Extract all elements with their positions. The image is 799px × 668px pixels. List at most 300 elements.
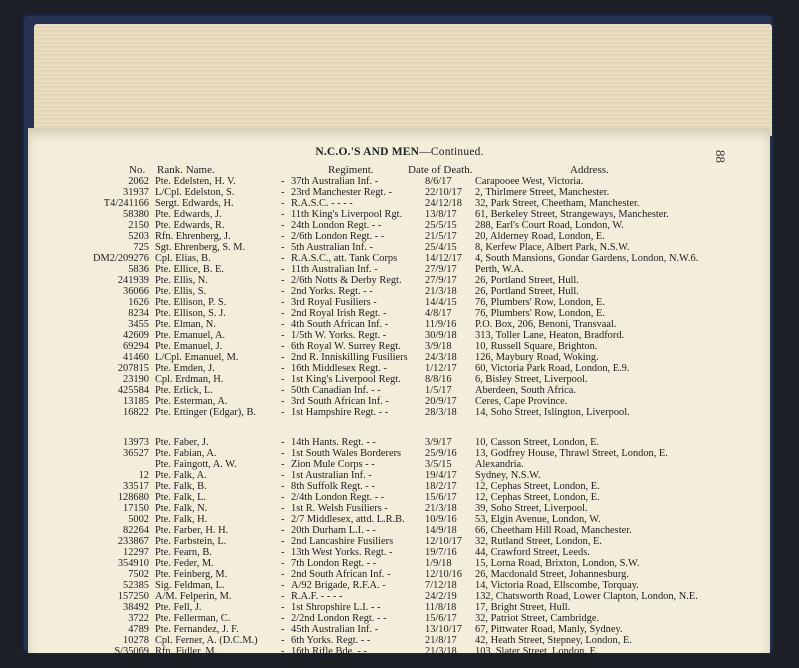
table-row — [0, 514, 799, 525]
service-number: 82264 — [123, 525, 149, 536]
table-row — [0, 264, 799, 275]
date-of-death: 21/5/17 — [425, 231, 457, 242]
regiment: R.A.F. - - - - — [291, 591, 343, 602]
address: 8, Kerfew Place, Albert Park, N.S.W. — [475, 242, 630, 253]
regiment: 24th London Regt. - - — [291, 220, 382, 231]
rank-name: Sig. Feldman, L. — [155, 580, 225, 591]
address: 132, Chatsworth Road, Lower Clapton, London, N.E. — [475, 591, 698, 602]
leader-dash: - — [281, 547, 285, 558]
regiment: 2nd Royal Irish Regt. - — [291, 308, 387, 319]
rank-name: Pte. Fell, J. — [155, 602, 202, 613]
table-row — [0, 602, 799, 613]
date-of-death: 19/7/16 — [425, 547, 457, 558]
regiment: 4th South African Inf. - — [291, 319, 389, 330]
service-number: 12 — [138, 470, 149, 481]
date-of-death: 2/9/18 — [425, 657, 452, 668]
regiment: 8th Suffolk Regt. - - — [291, 481, 375, 492]
address: Carapooee West, Victoria. — [475, 176, 584, 187]
regiment: 11th Australian Inf. - — [291, 264, 378, 275]
table-row — [0, 437, 799, 448]
date-of-death: 4/8/17 — [425, 308, 452, 319]
service-number: 233867 — [117, 536, 149, 547]
date-of-death: 1/12/17 — [425, 363, 457, 374]
leader-dash: - — [281, 209, 285, 220]
date-of-death: 28/3/18 — [425, 407, 457, 418]
address: 26, Portland Street, Hull. — [475, 275, 579, 286]
date-of-death: 1/5/17 — [425, 385, 452, 396]
date-of-death: 25/5/15 — [425, 220, 457, 231]
regiment: 1st Shropshire L.I. - - — [291, 602, 381, 613]
address: 12, Cephas Street, London, E. — [475, 492, 600, 503]
leader-dash: - — [281, 319, 285, 330]
table-row — [0, 363, 799, 374]
date-of-death: 3/9/18 — [425, 341, 452, 352]
rank-name: Pte. Ellison, P. S. — [155, 297, 227, 308]
service-number: T4/241166 — [103, 198, 149, 209]
rank-name: Pte. Faingott, A. W. — [155, 459, 237, 470]
date-of-death: 22/10/17 — [425, 187, 462, 198]
table-row — [0, 231, 799, 242]
leader-dash: - — [281, 657, 285, 668]
table-row — [0, 624, 799, 635]
regiment: 2/6th London Regt. - - — [291, 231, 385, 242]
regiment: 1st King's Liverpool Regt. — [291, 374, 401, 385]
column-header-rank-name: Rank. Name. — [157, 164, 215, 176]
service-number: 31937 — [123, 187, 149, 198]
regiment: 45th Australian Inf. - — [291, 624, 379, 635]
address: 10, Casson Street, London, E. — [475, 437, 600, 448]
date-of-death: 3/9/17 — [425, 437, 452, 448]
table-row — [0, 209, 799, 220]
rank-name: Cpl. Ferner, A. (D.C.M.) — [155, 635, 258, 646]
leader-dash: - — [281, 308, 285, 319]
service-number: 33517 — [123, 481, 149, 492]
service-number: 36066 — [123, 286, 149, 297]
service-number: 23190 — [123, 374, 149, 385]
address: 13, Godfrey House, Thrawl Street, London, E. — [475, 448, 668, 459]
table-row — [0, 198, 799, 209]
regiment: 1st R. Welsh Fusiliers - — [291, 503, 388, 514]
regiment: 1st South Wales Borderers — [291, 448, 402, 459]
regiment: 3rd Royal Fusiliers - — [291, 297, 377, 308]
rank-name: Sgt. Ehrenberg, S. M. — [155, 242, 246, 253]
date-of-death: 21/3/18 — [425, 286, 457, 297]
service-number: S/35069 — [114, 646, 149, 657]
table-row — [0, 503, 799, 514]
table-row — [0, 613, 799, 624]
rank-name: Pte. Ellis, S. — [155, 286, 207, 297]
rank-name: Pte. Fabian, A. — [155, 448, 217, 459]
date-of-death: 11/9/16 — [425, 319, 457, 330]
leader-dash: - — [281, 569, 285, 580]
leader-dash: - — [281, 286, 285, 297]
rank-name: Pte. Esterman, A. — [155, 396, 228, 407]
table-row — [0, 407, 799, 418]
service-number: 69294 — [123, 341, 149, 352]
table-row — [0, 176, 799, 187]
regiment: 2/4th London Regt. - - — [291, 492, 385, 503]
leader-dash: - — [281, 176, 285, 187]
table-row — [0, 646, 799, 657]
date-of-death: 1/9/18 — [425, 558, 452, 569]
leader-dash: - — [281, 525, 285, 536]
table-row — [0, 459, 799, 470]
section-gap — [0, 418, 799, 437]
leader-dash: - — [281, 374, 285, 385]
rank-name: Pte. Edelsten, H. V. — [155, 176, 236, 187]
column-header-address: Address. — [570, 164, 609, 176]
regiment: 7th London Regt. - - — [291, 558, 377, 569]
leader-dash: - — [281, 220, 285, 231]
address: 15, Lorna Road, Brixton, London, S.W. — [475, 558, 640, 569]
leader-dash: - — [281, 536, 285, 547]
address: Ceres, Cape Province. — [475, 396, 568, 407]
date-of-death: 24/3/18 — [425, 352, 457, 363]
rank-name: Pte. Ellice, B. E. — [155, 264, 224, 275]
table-row — [0, 253, 799, 264]
service-number: 10278 — [123, 635, 149, 646]
table-row — [0, 330, 799, 341]
table-row — [0, 591, 799, 602]
leader-dash: - — [281, 613, 285, 624]
service-number: 3455 — [128, 319, 149, 330]
leader-dash: - — [281, 253, 285, 264]
rank-name: Pte. Falk, N. — [155, 503, 208, 514]
rank-name: Pte. Field, M. — [155, 657, 212, 668]
date-of-death: 8/8/16 — [425, 374, 452, 385]
address: Alexandria. — [475, 459, 524, 470]
roll-of-honour-list — [0, 176, 799, 668]
regiment: 50th Canadian Inf. - - — [291, 385, 381, 396]
leader-dash: - — [281, 624, 285, 635]
address: 103, Slater Street, London, E. — [475, 646, 599, 657]
address: 61, Berkeley Street, Strangeways, Manchester. — [475, 209, 669, 220]
service-number: 17150 — [123, 503, 149, 514]
address: 66, Cheetham Hill Road, Manchester. — [475, 525, 632, 536]
page-number: 88 — [713, 150, 728, 163]
date-of-death: 14/4/15 — [425, 297, 457, 308]
address: 10, Russell Square, Brighton. — [475, 341, 598, 352]
leader-dash: - — [281, 275, 285, 286]
address: 76, Plumbers' Row, London, E. — [475, 308, 605, 319]
service-number: 58380 — [123, 209, 149, 220]
regiment: 1st Australian Inf. - — [291, 470, 372, 481]
leader-dash: - — [281, 514, 285, 525]
rank-name: L/Cpl. Edelston, S. — [155, 187, 235, 198]
rank-name: Pte. Farbstein, L. — [155, 536, 227, 547]
table-row — [0, 374, 799, 385]
rank-name: Pte. Faber, J. — [155, 437, 209, 448]
regiment: Zion Mule Corps - - — [291, 459, 375, 470]
rank-name: Pte. Emanuel, J. — [155, 341, 223, 352]
leader-dash: - — [281, 187, 285, 198]
leader-dash: - — [281, 459, 285, 470]
service-number: DM2/209276 — [93, 253, 149, 264]
address: 26, Macdonald Street, Johannesburg. — [475, 569, 629, 580]
rank-name: L/Cpl. Emanuel, M. — [155, 352, 239, 363]
regiment: A/92 Brigade, R.F.A. - — [291, 580, 386, 591]
service-number: 5002 — [128, 514, 149, 525]
service-number: 38492 — [123, 602, 149, 613]
regiment: 1/5th W. Yorks. Regt. - — [291, 330, 387, 341]
address: 39, Soho Street, Liverpool. — [475, 503, 588, 514]
date-of-death: 21/3/18 — [425, 503, 457, 514]
rank-name: Pte. Fernandez, J. F. — [155, 624, 239, 635]
date-of-death: 24/2/19 — [425, 591, 457, 602]
table-row — [0, 657, 799, 668]
leader-dash: - — [281, 470, 285, 481]
date-of-death: 7/12/18 — [425, 580, 457, 591]
date-of-death: 15/6/17 — [425, 613, 457, 624]
leader-dash: - — [281, 341, 285, 352]
date-of-death: 18/2/17 — [425, 481, 457, 492]
table-row — [0, 536, 799, 547]
table-row — [0, 569, 799, 580]
leader-dash: - — [281, 242, 285, 253]
regiment: 23rd Manchester Regt. - — [291, 187, 392, 198]
service-number: 13973 — [123, 437, 149, 448]
regiment: 2nd R. Inniskilling Fusiliers — [291, 352, 408, 363]
address: 4, South Mansions, Gondar Gardens, London, N.W.6. — [475, 253, 699, 264]
date-of-death: 3/5/15 — [425, 459, 452, 470]
service-number: 862334 — [117, 657, 149, 668]
regiment: 6th Royal W. Surrey Regt. — [291, 341, 401, 352]
service-number: 425584 — [117, 385, 149, 396]
rank-name: Cpl. Erdman, H. — [155, 374, 224, 385]
address: 60, Victoria Park Road, London, E.9. — [475, 363, 630, 374]
address: 17, Bright Street, Hull. — [475, 602, 571, 613]
date-of-death: 14/9/18 — [425, 525, 457, 536]
address: 32, Patriot Street, Cambridge. — [475, 613, 600, 624]
table-row — [0, 481, 799, 492]
rank-name: Pte. Elman, N. — [155, 319, 216, 330]
rank-name: Pte. Erlick, L. — [155, 385, 214, 396]
page-edges — [34, 24, 772, 136]
regiment: 2nd South African Inf. - — [291, 569, 391, 580]
rank-name: Pte. Falk, H. — [155, 514, 208, 525]
regiment: 13th West Yorks. Regt. - — [291, 547, 393, 558]
date-of-death: 21/3/18 — [425, 646, 457, 657]
service-number: 241939 — [117, 275, 149, 286]
date-of-death: 8/6/17 — [425, 176, 452, 187]
rank-name: Pte. Emden, J. — [155, 363, 215, 374]
address: 14, Victoria Road, Ellscombe, Torquay. — [475, 580, 639, 591]
leader-dash: - — [281, 352, 285, 363]
leader-dash: - — [281, 330, 285, 341]
rank-name: Pte. Falk, B. — [155, 481, 207, 492]
leader-dash: - — [281, 264, 285, 275]
leader-dash: - — [281, 385, 285, 396]
table-row — [0, 341, 799, 352]
regiment: 5th Australian Inf. - — [291, 242, 373, 253]
rank-name: Pte. Emanuel, A. — [155, 330, 226, 341]
table-row — [0, 242, 799, 253]
leader-dash: - — [281, 437, 285, 448]
date-of-death: 11/8/18 — [425, 602, 457, 613]
rank-name: Pte. Ettinger (Edgar), B. — [155, 407, 256, 418]
leader-dash: - — [281, 407, 285, 418]
rank-name: A/M. Felperin, M. — [155, 591, 232, 602]
service-number: 42609 — [123, 330, 149, 341]
leader-dash: - — [281, 396, 285, 407]
leader-dash: - — [281, 492, 285, 503]
table-row — [0, 635, 799, 646]
address: 12, Cephas Street, London, E. — [475, 481, 600, 492]
service-number: 128680 — [117, 492, 149, 503]
table-row — [0, 558, 799, 569]
regiment: 6th Yorks. Regt. - - — [291, 635, 371, 646]
service-number: 7502 — [128, 569, 149, 580]
leader-dash: - — [281, 646, 285, 657]
address: 126, Maybury Road, Woking. — [475, 352, 599, 363]
service-number: 52385 — [123, 580, 149, 591]
address: 42, Heath Street, Stepney, London, E. — [475, 635, 632, 646]
address: 67, Pittwater Road, Manly, Sydney. — [475, 624, 623, 635]
regiment: 16th Rifle Bde. - - — [291, 646, 367, 657]
rank-name: Pte. Falk, L. — [155, 492, 207, 503]
regiment: 2/7 Middlesex, attd. L.R.B. — [291, 514, 405, 525]
service-number: 36527 — [123, 448, 149, 459]
address: 76, Plumbers' Row, London, E. — [475, 297, 605, 308]
address: 26, Portland Street, Hull. — [475, 286, 579, 297]
leader-dash: - — [281, 297, 285, 308]
service-number: 16822 — [123, 407, 149, 418]
date-of-death: 12/10/16 — [425, 569, 462, 580]
regiment: 16th Middlesex Regt. - — [291, 363, 387, 374]
address: 288, Earl's Court Road, London, W. — [475, 220, 624, 231]
address: 20, Alderney Road, London, E. — [475, 231, 605, 242]
leader-dash: - — [281, 503, 285, 514]
table-row — [0, 470, 799, 481]
table-row — [0, 352, 799, 363]
table-row — [0, 525, 799, 536]
heading-suffix: —Continued. — [419, 146, 484, 158]
date-of-death: 21/8/17 — [425, 635, 457, 646]
rank-name: Pte. Edwards, J. — [155, 209, 222, 220]
service-number: 13185 — [123, 396, 149, 407]
service-number: 3722 — [128, 613, 149, 624]
leader-dash: - — [281, 448, 285, 459]
address: Perth, W.A. — [475, 264, 524, 275]
table-row — [0, 492, 799, 503]
column-header-no: No. — [129, 164, 146, 176]
address: 6, Bisley Street, Liverpool. — [475, 374, 588, 385]
date-of-death: 27/9/17 — [425, 275, 457, 286]
leader-dash: - — [281, 198, 285, 209]
address: 313, Toller Lane, Heaton, Bradford. — [475, 330, 625, 341]
rank-name: Pte. Falk, A. — [155, 470, 207, 481]
date-of-death: 20/9/17 — [425, 396, 457, 407]
table-row — [0, 286, 799, 297]
regiment: 4th Canadian Inf. - - — [291, 657, 376, 668]
address: 2, Thirlmere Street, Manchester. — [475, 187, 610, 198]
column-header-regiment: Regiment. — [328, 164, 374, 176]
date-of-death: 14/12/17 — [425, 253, 462, 264]
regiment: 2nd Lancashire Fusiliers — [291, 536, 394, 547]
rank-name: Pte. Feder, M. — [155, 558, 214, 569]
service-number: 725 — [133, 242, 149, 253]
service-number: 2150 — [128, 220, 149, 231]
service-number: 157250 — [117, 591, 149, 602]
leader-dash: - — [281, 481, 285, 492]
regiment: 14th Hants. Regt. - - — [291, 437, 376, 448]
leader-dash: - — [281, 635, 285, 646]
regiment: 2/2nd London Regt. - - — [291, 613, 387, 624]
address: Aberdeen, South Africa. — [475, 385, 576, 396]
leader-dash: - — [281, 602, 285, 613]
table-row — [0, 187, 799, 198]
date-of-death: 24/12/18 — [425, 198, 462, 209]
heading-title: N.C.O.'S AND MEN — [315, 146, 420, 158]
service-number: 354910 — [117, 558, 149, 569]
leader-dash: - — [281, 231, 285, 242]
address: 32, Rutland Street, London, E. — [475, 536, 602, 547]
date-of-death: 15/6/17 — [425, 492, 457, 503]
column-header-date: Date of Death. — [408, 164, 473, 176]
table-row — [0, 547, 799, 558]
rank-name: Pte. Edwards, R. — [155, 220, 225, 231]
regiment: 20th Durham L.I. - - — [291, 525, 376, 536]
address: P.O. Box, 206, Benoni, Transvaal. — [475, 319, 617, 330]
leader-dash: - — [281, 580, 285, 591]
leader-dash: - — [281, 558, 285, 569]
rank-name: Rfn. Fidler, M. — [155, 646, 218, 657]
address: Sydney, N.S.W. — [475, 470, 541, 481]
address: 53, Elgin Avenue, London, W. — [475, 514, 601, 525]
rank-name: Pte. Feinberg, M. — [155, 569, 228, 580]
rank-name: Pte. Farber, H. H. — [155, 525, 229, 536]
table-row — [0, 385, 799, 396]
date-of-death: 25/9/16 — [425, 448, 457, 459]
regiment: 3rd South African Inf. - — [291, 396, 389, 407]
table-row — [0, 308, 799, 319]
table-row — [0, 220, 799, 231]
leader-dash: - — [281, 591, 285, 602]
regiment: R.A.S.C. - - - - — [291, 198, 353, 209]
service-number: 41460 — [123, 352, 149, 363]
date-of-death: 13/8/17 — [425, 209, 457, 220]
service-number: 4789 — [128, 624, 149, 635]
rank-name: Pte. Fellerman, C. — [155, 613, 231, 624]
page-heading — [0, 146, 799, 158]
rank-name: Cpl. Elias, B. — [155, 253, 211, 264]
service-number: 8234 — [128, 308, 149, 319]
address: 44, Crawford Street, Leeds. — [475, 547, 590, 558]
table-row — [0, 580, 799, 591]
regiment: 11th King's Liverpool Rgt. — [291, 209, 403, 220]
rank-name: Sergt. Edwards, H. — [155, 198, 234, 209]
rank-name: Pte. Ellison, S. J. — [155, 308, 226, 319]
regiment: 2nd Yorks. Regt. - - — [291, 286, 373, 297]
leader-dash: - — [281, 363, 285, 374]
date-of-death: 27/9/17 — [425, 264, 457, 275]
regiment: 2/6th Notts & Derby Regt. — [291, 275, 402, 286]
date-of-death: 30/9/18 — [425, 330, 457, 341]
table-row — [0, 297, 799, 308]
regiment: R.A.S.C., att. Tank Corps — [291, 253, 398, 264]
address: 1633, Mance Street, Montreal. — [475, 657, 602, 668]
table-row — [0, 396, 799, 407]
service-number: 2062 — [128, 176, 149, 187]
rank-name: Pte. Fearn, B. — [155, 547, 212, 558]
address: 32, Park Street, Cheetham, Manchester. — [475, 198, 640, 209]
table-row — [0, 275, 799, 286]
date-of-death: 12/10/17 — [425, 536, 462, 547]
rank-name: Rfn. Ehrenberg, J. — [155, 231, 231, 242]
service-number: 207815 — [117, 363, 149, 374]
date-of-death: 25/4/15 — [425, 242, 457, 253]
date-of-death: 10/9/16 — [425, 514, 457, 525]
